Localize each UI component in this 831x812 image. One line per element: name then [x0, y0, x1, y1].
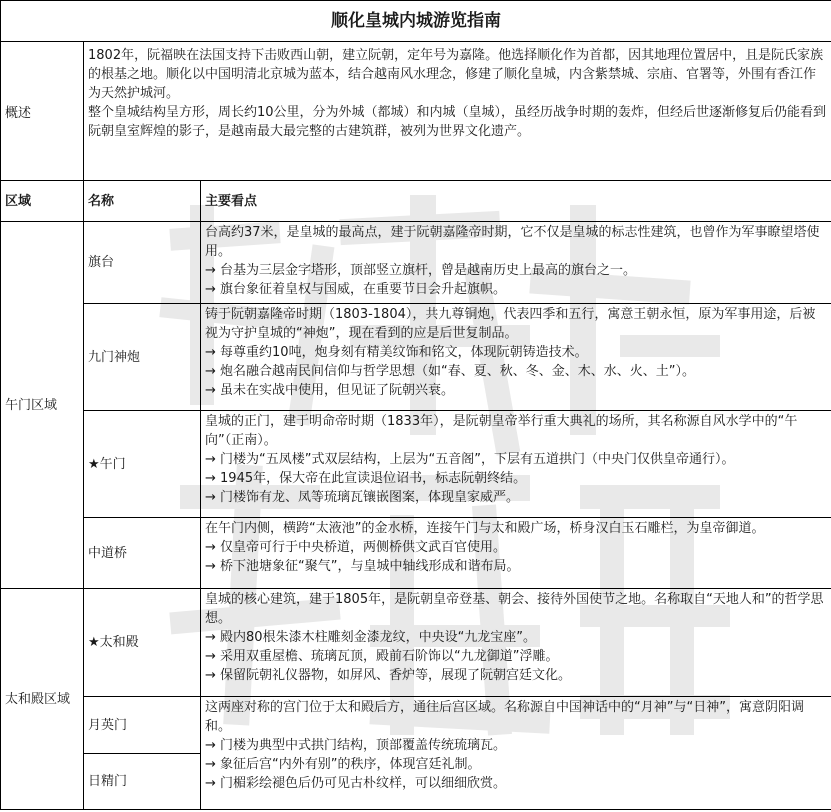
desc-line: 这两座对称的宫门位于太和殿后方，通往后宫区域。名称源自中国神话中的“月神”与“日神”，寓意阴阳调和。	[205, 700, 804, 734]
desc-line: → 殿内80根朱漆木柱雕刻金漆龙纹，中央设“九龙宝座”。	[205, 630, 537, 645]
desc-line: → 门楣彩绘褪色后仍可见古朴纹样，可以细细欣赏。	[205, 776, 507, 791]
site-description	[201, 304, 831, 411]
site-name: 日精门	[84, 754, 201, 810]
site-description-shared	[201, 697, 831, 810]
desc-line: 皇城的正门，建于明命帝时期（1833年），是阮朝皇帝举行重大典礼的场所，其名称源自风水学中的“午向”（正南）。	[205, 414, 798, 448]
site-name: ★午门	[84, 411, 201, 518]
header-highlights: 主要看点	[201, 181, 831, 222]
desc-line: → 保留阮朝礼仪器物，如屏风、香炉等，展现了阮朝宫廷文化。	[205, 668, 572, 683]
overview-paragraph: 1802年，阮福映在法国支持下击败西山朝，建立阮朝，定年号为嘉隆。他选择顺化作为首都，因其地理位置居中，且是阮氏家族的根基之地。顺化以中国明清北京城为蓝本，结合越南风水理念，修建了顺化皇城，内含紫禁城、宗庙、官署等，外围有香江作为天然护城河。	[88, 48, 824, 101]
site-description	[201, 518, 831, 589]
desc-line: 皇城的核心建筑，建于1805年，是阮朝皇帝登基、朝会、接待外国使节之地。名称取自“天地人和”的哲学思想。	[205, 592, 824, 626]
page-title: 顺化皇城内城游览指南	[1, 1, 831, 42]
desc-line: → 仅皇帝可行于中央桥道，两侧桥供文武百官使用。	[205, 540, 507, 555]
desc-line: → 炮名融合越南民间信仰与哲学思想（如“春、夏、秋、冬、金、木、水、火、土”）。	[205, 364, 695, 379]
desc-line: → 象征后宫“内外有别”的秩序，体现宫廷礼制。	[205, 757, 481, 772]
header-name: 名称	[84, 181, 201, 222]
overview-paragraph: 整个皇城结构呈方形，周长约10公里，分为外城（都城）和内城（皇城），虽经历战争时期的轰炸，但经后世逐渐修复后仍能看到阮朝皇室辉煌的影子，是越南最大最完整的古建筑群，被列为世界文化遗产。	[88, 105, 827, 139]
desc-line: → 每尊重约10吨，炮身刻有精美纹饰和铭文，体现阮朝铸造技术。	[205, 345, 588, 360]
desc-line: → 台基为三层金字塔形，顶部竖立旗杆，曾是越南历史上最高的旗台之一。	[205, 263, 637, 278]
overview-text	[84, 42, 831, 181]
overview-label: 概述	[1, 42, 84, 181]
site-description	[201, 589, 831, 697]
desc-line: → 门楼为“五凤楼”式双层结构，上层为“五音阁”，下层有五道拱门（中央门仅供皇帝通行）。	[205, 452, 735, 467]
desc-line: → 采用双重屋檐、琉璃瓦顶，殿前石阶饰以“九龙御道”浮雕。	[205, 649, 559, 664]
site-name: 中道桥	[84, 518, 201, 589]
desc-line: → 桥下池塘象征“聚气”，与皇城中轴线形成和谐布局。	[205, 559, 520, 574]
desc-line: → 虽未在实战中使用，但见证了阮朝兴衰。	[205, 383, 455, 398]
site-description	[201, 222, 831, 304]
desc-line: 铸于阮朝嘉隆帝时期（1803-1804），共九尊铜炮，代表四季和五行，寓意王朝永恒，原为军事用途，后被视为守护皇城的“神炮”，现在看到的应是后世复制品。	[205, 307, 816, 341]
desc-line: → 门楼饰有龙、凤等琉璃瓦镶嵌图案，体现皇家威严。	[205, 490, 520, 505]
desc-line: → 1945年，保大帝在此宣读退位诏书，标志阮朝终结。	[205, 471, 527, 486]
zone-wumen: 午门区域	[1, 222, 84, 589]
site-name: 旗台	[84, 222, 201, 304]
site-description	[201, 411, 831, 518]
site-name: 九门神炮	[84, 304, 201, 411]
desc-line: → 旗台象征着皇权与国威，在重要节日会升起旗帜。	[205, 282, 507, 297]
site-name: ★太和殿	[84, 589, 201, 697]
desc-line: 台高约37米，是皇城的最高点，建于阮朝嘉隆帝时期，它不仅是皇城的标志性建筑，也曾作为军事瞭望塔使用。	[205, 225, 820, 259]
zone-taihedian: 太和殿区域	[1, 589, 84, 810]
site-name: 月英门	[84, 697, 201, 754]
desc-line: → 门楼为典型中式拱门结构，顶部覆盖传统琉璃瓦。	[205, 738, 507, 753]
header-area: 区域	[1, 181, 84, 222]
desc-line: 在午门内侧，横跨“太液池”的金水桥，连接午门与太和殿广场，桥身汉白玉石雕栏，为皇帝御道。	[205, 521, 765, 536]
